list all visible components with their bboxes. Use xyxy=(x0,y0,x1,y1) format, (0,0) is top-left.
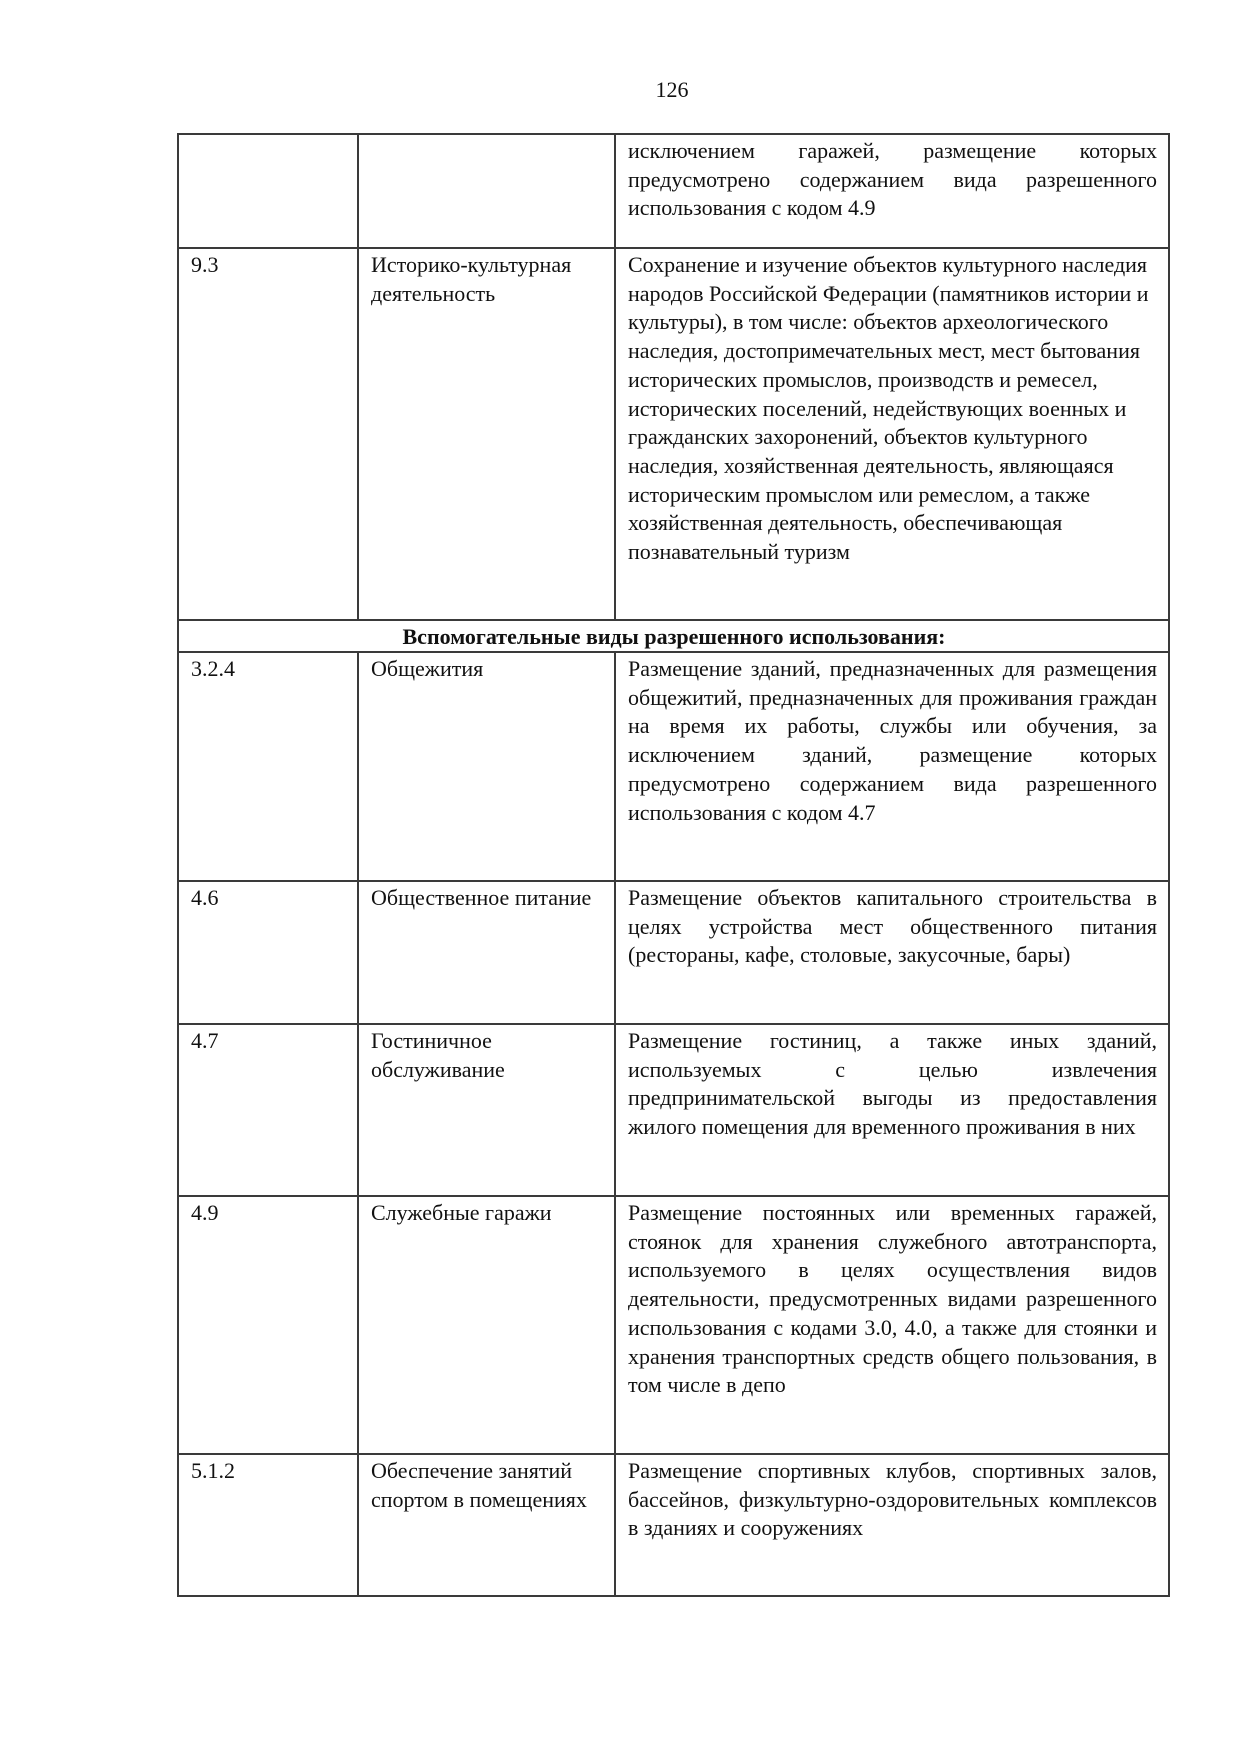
code-cell: 3.2.4 xyxy=(178,652,358,881)
section-header-row xyxy=(178,620,1169,652)
code-cell: 5.1.2 xyxy=(178,1454,358,1596)
description-cell: Размещение объектов капитального строительства в целях устройства мест общественного питания (рестораны, кафе, столовые, закусочные, бары) xyxy=(615,881,1169,1024)
name-cell: Общественное питание xyxy=(358,881,615,1024)
table-row xyxy=(178,134,1169,248)
table-row xyxy=(178,652,1169,881)
name-cell: Служебные гаражи xyxy=(358,1196,615,1454)
section-header: Вспомогательные виды разрешенного использования: xyxy=(178,620,1169,652)
table-row xyxy=(178,881,1169,1024)
table-row xyxy=(178,1196,1169,1454)
name-cell xyxy=(358,134,615,248)
name-cell: Гостиничное обслуживание xyxy=(358,1024,615,1196)
code-cell: 4.6 xyxy=(178,881,358,1024)
name-cell: Общежития xyxy=(358,652,615,881)
code-cell: 4.7 xyxy=(178,1024,358,1196)
name-cell: Обеспечение занятий спортом в помещениях xyxy=(358,1454,615,1596)
table-row xyxy=(178,1454,1169,1596)
page-number: 126 xyxy=(655,77,689,102)
land-use-table xyxy=(177,133,1170,1597)
description-cell: Размещение спортивных клубов, спортивных залов, бассейнов, физкультурно-оздоровительных комплексов в зданиях и сооружениях xyxy=(615,1454,1169,1596)
table-row xyxy=(178,1024,1169,1196)
code-cell xyxy=(178,134,358,248)
description-cell: Сохранение и изучение объектов культурного наследия народов Российской Федерации (памятников истории и культуры), в том числе: объектов археологического наследия, достопримечательных мест, мест бытования исторических промыслов, производств и ремесел, исторических поселений, недействующих военных и гражданских захоронений, объектов культурного наследия, хозяйственная деятельность, являющаяся историческим промыслом или ремеслом, а также хозяйственная деятельность, обеспечивающая познавательный туризм xyxy=(615,248,1169,620)
name-cell: Историко-культурная деятельность xyxy=(358,248,615,620)
description-cell: исключением гаражей, размещение которых предусмотрено содержанием вида разрешенного использования с кодом 4.9 xyxy=(615,134,1169,248)
description-cell: Размещение гостиниц, а также иных зданий, используемых с целью извлечения предпринимательской выгоды из предоставления жилого помещения для временного проживания в них xyxy=(615,1024,1169,1196)
description-cell: Размещение зданий, предназначенных для размещения общежитий, предназначенных для проживания граждан на время их работы, службы или обучения, за исключением зданий, размещение которых предусмотрено содержанием вида разрешенного использования с кодом 4.7 xyxy=(615,652,1169,881)
table-row xyxy=(178,248,1169,620)
description-cell: Размещение постоянных или временных гаражей, стоянок для хранения служебного автотранспорта, используемого в целях осуществления видов деятельности, предусмотренных видами разрешенного использования с кодами 3.0, 4.0, а также для стоянки и хранения транспортных средств общего пользования, в том числе в депо xyxy=(615,1196,1169,1454)
code-cell: 9.3 xyxy=(178,248,358,620)
code-cell: 4.9 xyxy=(178,1196,358,1454)
